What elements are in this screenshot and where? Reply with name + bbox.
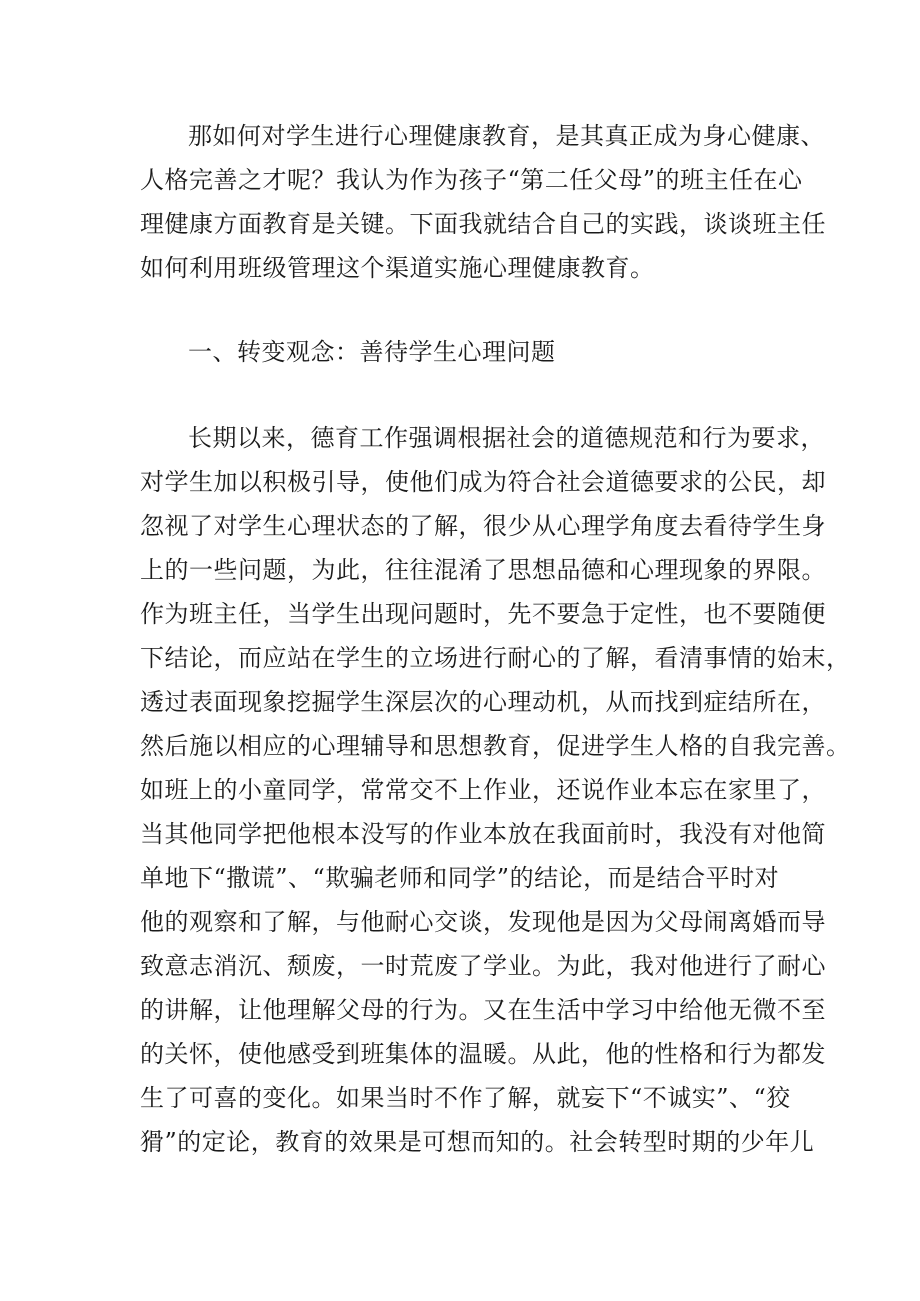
paragraph-line: 然后施以相应的心理辅导和思想教育，促进学生人格的自我完善。	[140, 732, 851, 760]
paragraph-line: 作为班主任，当学生出现问题时，先不要急于定性，也不要随便	[140, 600, 826, 628]
paragraph-line: 猾”的定论，教育的效果是可想而知的。社会转型时期的少年儿	[140, 1128, 815, 1156]
paragraph-line: 下结论，而应站在学生的立场进行耐心的了解，看清事情的始末，	[140, 644, 851, 672]
paragraph-line: 人格完善之才呢？我认为作为孩子“第二任父母”的班主任在心	[140, 166, 803, 194]
paragraph-line: 忽视了对学生心理状态的了解，很少从心理学角度去看待学生身	[140, 512, 826, 540]
paragraph-line: 上的一些问题，为此，往往混淆了思想品德和心理现象的界限。	[140, 556, 826, 584]
paragraph-line: 长期以来，德育工作强调根据社会的道德规范和行为要求，	[188, 424, 825, 452]
paragraph-line: 如班上的小童同学，常常交不上作业，还说作业本忘在家里了，	[140, 776, 826, 804]
paragraph-line: 透过表面现象挖掘学生深层次的心理动机，从而找到症结所在，	[140, 688, 826, 716]
paragraph-line: 生了可喜的变化。如果当时不作了解，就妄下“不诚实”、“狡	[140, 1084, 791, 1112]
paragraph-line: 当其他同学把他根本没写的作业本放在我面前时，我没有对他简	[140, 820, 826, 848]
paragraph-line: 的关怀，使他感受到班集体的温暖。从此，他的性格和行为都发	[140, 1040, 826, 1068]
section-heading: 一、转变观念：善待学生心理问题	[188, 338, 556, 366]
paragraph-line: 他的观察和了解，与他耐心交谈，发现他是因为父母闹离婚而导	[140, 908, 826, 936]
paragraph-line: 那如何对学生进行心理健康教育，是其真正成为身心健康、	[188, 122, 825, 150]
paragraph-line: 的讲解，让他理解父母的行为。又在生活中学习中给他无微不至	[140, 996, 826, 1024]
paragraph-line: 对学生加以积极引导，使他们成为符合社会道德要求的公民，却	[140, 468, 826, 496]
paragraph-line: 致意志消沉、颓废，一时荒废了学业。为此，我对他进行了耐心	[140, 952, 826, 980]
paragraph-line: 理健康方面教育是关键。下面我就结合自己的实践，谈谈班主任	[140, 210, 826, 238]
paragraph-line: 如何利用班级管理这个渠道实施心理健康教育。	[140, 254, 655, 282]
paragraph-line: 单地下“撒谎”、“欺骗老师和同学”的结论，而是结合平时对	[140, 864, 780, 892]
